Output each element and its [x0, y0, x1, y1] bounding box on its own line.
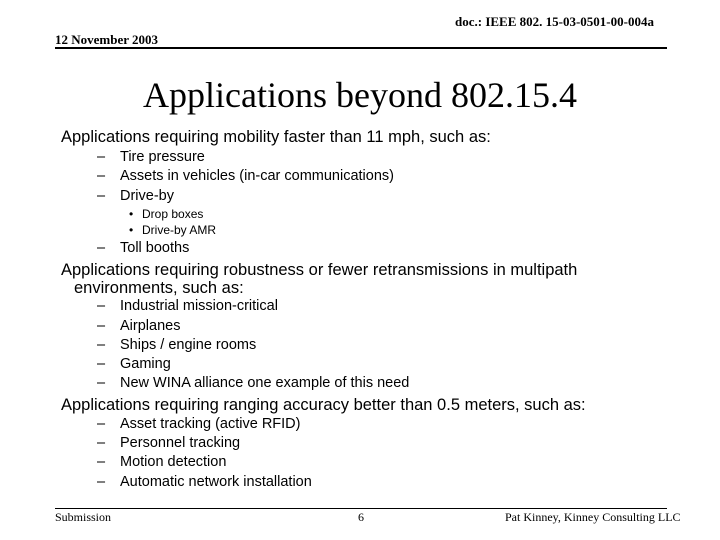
- list-item: – New WINA alliance one example of this need: [97, 375, 410, 391]
- list-item: – Ships / engine rooms: [97, 337, 257, 353]
- section-heading-mobility: Applications requiring mobility faster than 11 mph, such as:: [61, 128, 491, 146]
- dash-icon: –: [97, 454, 106, 470]
- list-item: – Tire pressure: [97, 149, 205, 165]
- header-divider: [55, 47, 667, 49]
- dash-icon: –: [97, 337, 106, 353]
- list-item: – Toll booths: [97, 240, 190, 256]
- document-date: 12 November 2003: [55, 32, 159, 47]
- dash-icon: –: [97, 474, 106, 490]
- section-heading-robustness: Applications requiring robustness or fewer retransmissions in multipath: [61, 261, 578, 279]
- dash-icon: –: [97, 435, 106, 451]
- dash-icon: –: [97, 298, 106, 314]
- list-item: – Drive-by: [97, 188, 174, 204]
- dash-icon: –: [97, 356, 106, 372]
- list-item: – Asset tracking (active RFID): [97, 416, 301, 432]
- dash-icon: –: [97, 188, 106, 204]
- dash-icon: –: [97, 318, 106, 334]
- dash-icon: –: [97, 168, 106, 184]
- list-item: – Gaming: [97, 356, 171, 372]
- list-item: – Motion detection: [97, 454, 227, 470]
- dash-icon: –: [97, 149, 106, 165]
- bullet-icon: •: [129, 223, 134, 237]
- footer-divider: [55, 508, 667, 509]
- slide-title: Applications beyond 802.15.4: [143, 75, 577, 115]
- list-item: – Airplanes: [97, 318, 181, 334]
- bullet-icon: •: [129, 207, 134, 221]
- section-heading-ranging: Applications requiring ranging accuracy better than 0.5 meters, such as:: [61, 396, 586, 414]
- list-item: – Automatic network installation: [97, 474, 312, 490]
- list-item: – Assets in vehicles (in-car communications): [97, 168, 394, 184]
- sub-list-item: • Drive-by AMR: [129, 223, 217, 237]
- page-number: 6: [358, 510, 364, 524]
- dash-icon: –: [97, 240, 106, 256]
- sub-list-item: • Drop boxes: [129, 207, 204, 221]
- dash-icon: –: [97, 375, 106, 391]
- section-heading-robustness-cont: environments, such as:: [74, 279, 244, 297]
- footer-submission: Submission: [55, 510, 112, 524]
- dash-icon: –: [97, 416, 106, 432]
- footer-author: Pat Kinney, Kinney Consulting LLC: [505, 510, 681, 524]
- list-item: – Industrial mission-critical: [97, 298, 278, 314]
- document-id: doc.: IEEE 802. 15-03-0501-00-004a: [455, 14, 654, 29]
- list-item: – Personnel tracking: [97, 435, 241, 451]
